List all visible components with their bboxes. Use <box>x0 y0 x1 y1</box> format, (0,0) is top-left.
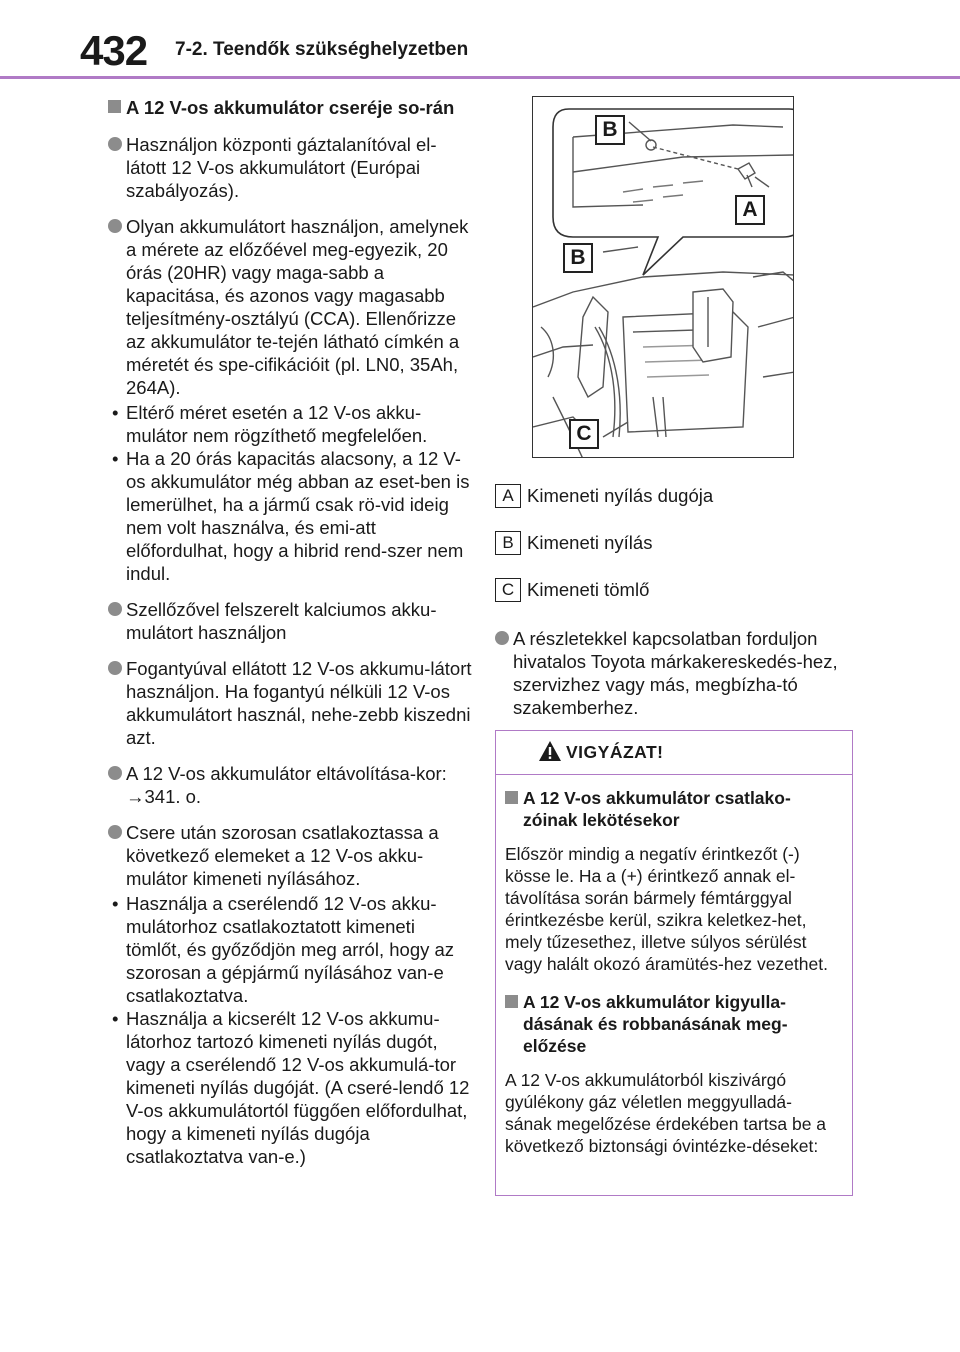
legend-key: C <box>495 578 521 602</box>
bullet-text: Csere után szorosan csatlakoztassa a következő elemeket a 12 V-os akku-mulátor kimeneti nyílásához. <box>126 822 439 889</box>
list-item <box>108 762 472 808</box>
warning-text: A 12 V-os akkumulátorból kiszivárgó gyúlékony gáz véletlen meggyulladá-sának megelőzése érdekében tartsa be a következő biztonsági óvintézke-déseket: <box>505 1070 827 1156</box>
sub-list <box>112 892 472 1168</box>
sub-item: • Ha a 20 órás kapacitás alacsony, a 12 V-os akkumulátor még abban az eset-ben is lemerülhet, ha a jármű csak rö-vid ideig nem volt használva, és emi-att előfordulhat, hogy a hibrid rend-szer nem indul. <box>112 448 470 584</box>
circle-bullet-icon <box>108 602 122 616</box>
callout-b-lower: B <box>563 243 593 273</box>
dot-marker-icon: • <box>112 448 119 469</box>
legend <box>495 472 855 613</box>
header-rule <box>0 76 960 79</box>
list-item <box>495 627 855 719</box>
sub-item: • Használja a kicserélt 12 V-os akkumu-látorhoz tartozó kimeneti nyílás dugót, vagy a cserélendő 12 V-os akkumulá-tor kimeneti nyílás dugóját. (A cseré-lendő 12 V-os akkumulátortól függően előfordulhat, hogy a kimeneti nyílás dugója csatlakoztatva van-e.) <box>112 1008 470 1167</box>
sub-item: • Használja a cserélendő 12 V-os akku-mulátorhoz csatlakoztatott kimeneti tömlőt, és győződjön meg arról, hogy az szorosan a gépjármű nyílásához van-e csatlakoztatva. <box>112 893 455 1006</box>
sub-list <box>112 401 472 585</box>
warning-title: VIGYÁZAT! <box>566 742 664 762</box>
circle-bullet-icon <box>108 661 122 675</box>
legend-label: Kimeneti tömlő <box>527 578 650 600</box>
bullet-text: Szellőzővel felszerelt kalciumos akku-mulátort használjon <box>126 599 437 643</box>
circle-bullet-icon <box>495 631 509 645</box>
bullet-text: Olyan akkumulátort használjon, amelynek a mérete az előzőével meg-egyezik, 20 órás (20HR) vagy maga-sabb a kapacitása, és azonos vagy magasabb teljesítmény-osztályú (CCA). Ellenőrizze az akkumulátor te-tején látható címkén a méretét és spe-cifikációit (pl. LN0, 35Ah, 264A). <box>126 216 469 398</box>
list-item <box>108 821 472 1168</box>
section-title: 7-2. Teendők szükséghelyzetben <box>175 39 469 60</box>
callout-c: C <box>569 419 599 449</box>
sub-item: • Eltérő méret esetén a 12 V-os akku-mulátor nem rögzíthető megfelelően. <box>112 402 428 446</box>
warning-heading: A 12 V-os akkumulátor csatlako-zóinak lekötésekor <box>505 787 838 831</box>
warning-body <box>496 775 852 1157</box>
circle-bullet-icon <box>108 137 122 151</box>
list-item <box>108 133 472 202</box>
heading-text: A 12 V-os akkumulátor cseréje so-rán <box>126 97 455 118</box>
dot-marker-icon: • <box>112 893 119 914</box>
circle-bullet-icon <box>108 825 122 839</box>
bullet-text: Használjon központi gáztalanítóval el-látott 12 V-os akkumulátort (Európai szabályozás). <box>126 134 437 201</box>
legend-key: B <box>495 531 521 555</box>
legend-label: Kimeneti nyílás dugója <box>527 484 714 506</box>
callout-b-upper: B <box>595 115 625 145</box>
legend-row <box>495 566 855 613</box>
left-column <box>108 96 472 1181</box>
list-item <box>108 598 472 644</box>
square-bullet-icon <box>505 791 518 804</box>
bullet-text: A 12 V-os akkumulátor eltávolítása-kor: →341. o. <box>126 763 447 807</box>
circle-bullet-icon <box>108 766 122 780</box>
battery-drawing <box>533 97 794 458</box>
warning-triangle-icon <box>538 740 562 762</box>
legend-row <box>495 519 855 566</box>
dot-marker-icon: • <box>112 1008 119 1029</box>
dot-marker-icon: • <box>112 402 119 423</box>
bullet-text: A részletekkel kapcsolatban forduljon hivatalos Toyota márkakereskedés-hez, szervizhez vagy más, megbízha-tó szakemberhez. <box>513 628 838 718</box>
warning-box <box>495 730 853 1196</box>
warning-text: Először mindig a negatív érintkezőt (-) kösse le. Ha a (+) érintkező annak el-távolítása során bármely fémtárggyal érintkezésbe kerül, szikra keletkez-het, mely tűzesethez, illetve súlyos sérülést vagy halált okozó áramütés-hez vezethet. <box>505 844 828 974</box>
page-number: 432 <box>80 27 148 74</box>
legend-row <box>495 472 855 519</box>
bullet-text: Fogantyúval ellátott 12 V-os akkumu-látort használjon. Ha fogantyú nélküli 12 V-os akkumulátort használ, nehe-zebb kiszedni azt. <box>126 658 472 748</box>
battery-illustration <box>532 96 794 458</box>
legend-key: A <box>495 484 521 508</box>
section-heading <box>108 96 472 119</box>
page-header <box>0 0 960 78</box>
legend-label: Kimeneti nyílás <box>527 531 653 553</box>
warning-header <box>496 731 852 775</box>
square-bullet-icon <box>108 100 121 113</box>
list-item <box>108 657 472 749</box>
warning-heading: A 12 V-os akkumulátor kigyulla-dásának és robbanásának meg-előzése <box>505 991 838 1057</box>
callout-a: A <box>735 195 765 225</box>
right-column <box>495 96 855 732</box>
list-item <box>108 215 472 585</box>
circle-bullet-icon <box>108 219 122 233</box>
square-bullet-icon <box>505 995 518 1008</box>
